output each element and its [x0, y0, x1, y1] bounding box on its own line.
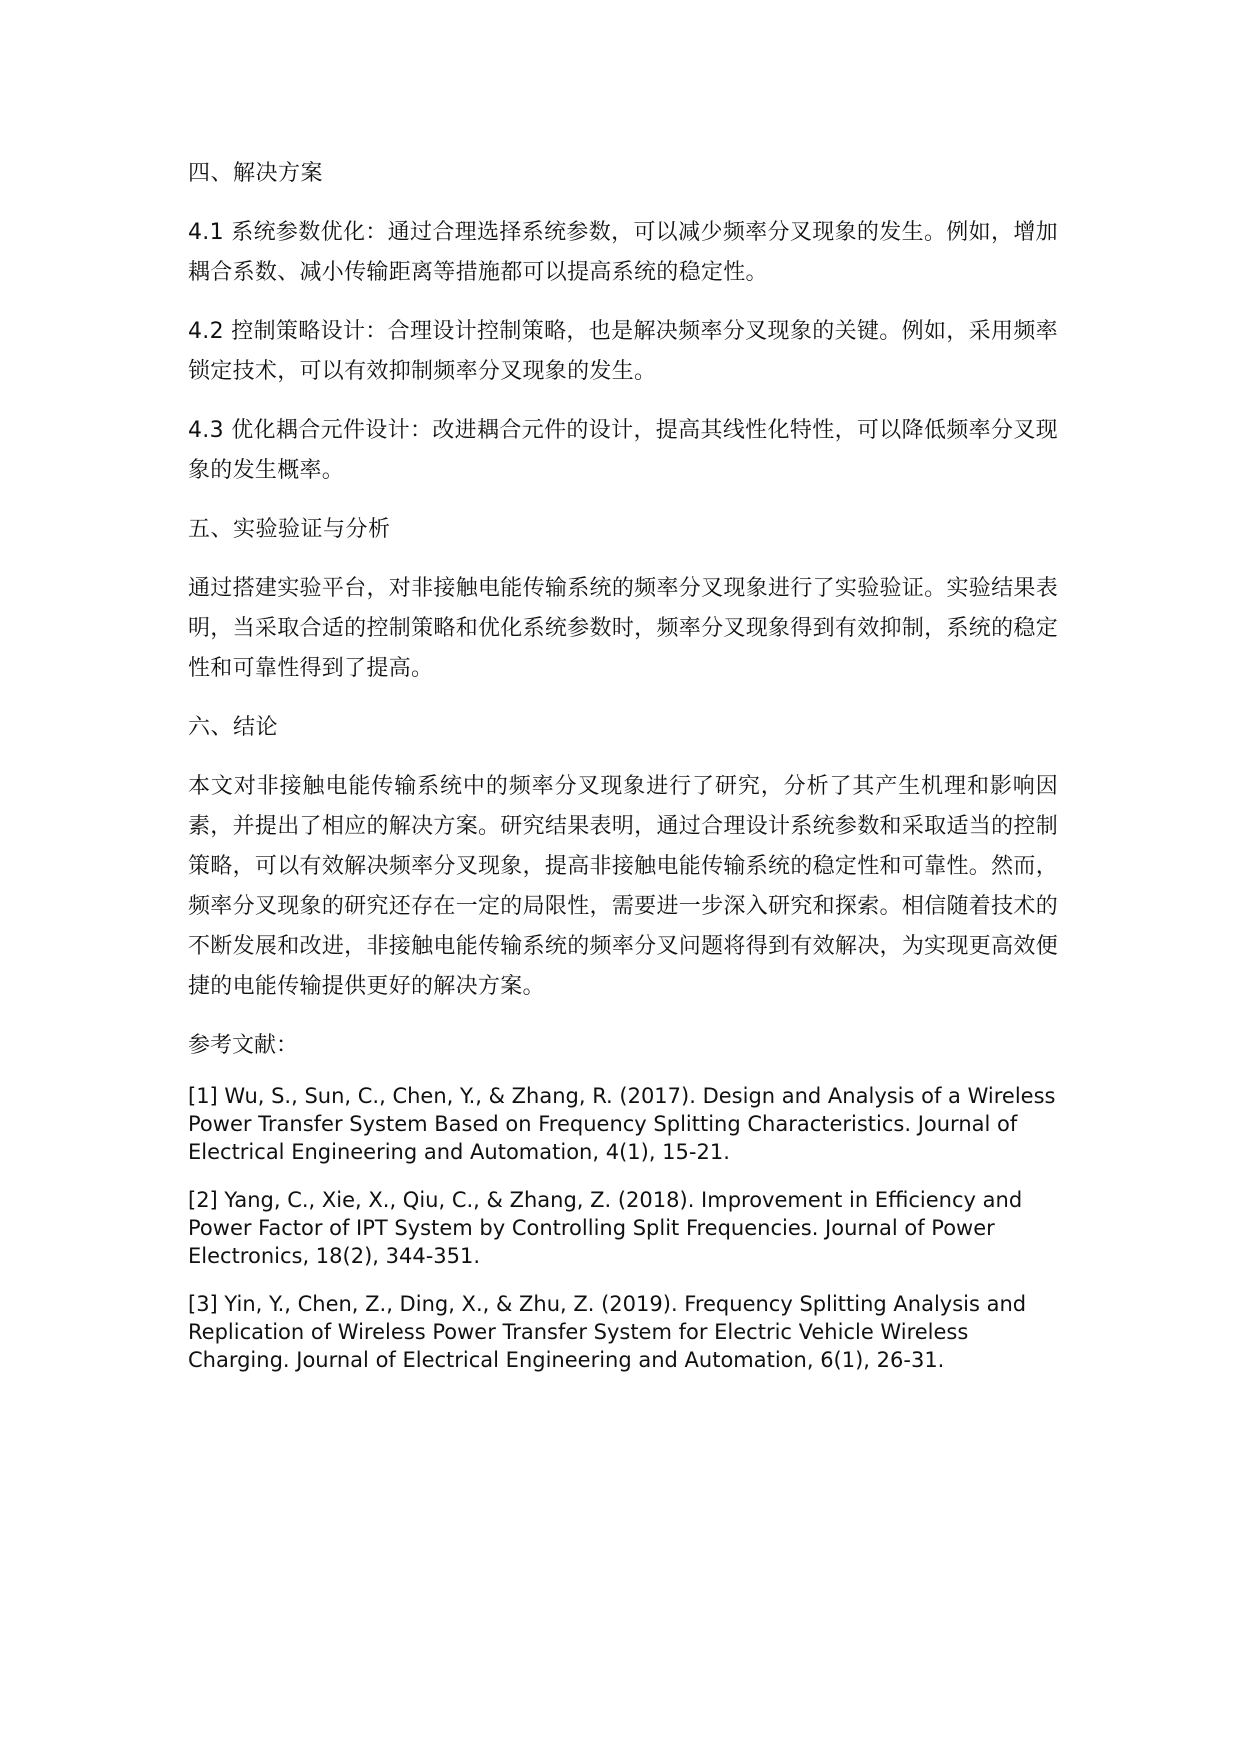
- section-heading-solutions: 四、解决方案: [188, 161, 324, 186]
- reference-item-3: [3] Yin, Y., Chen, Z., Ding, X., & Zhu, Z. (2019). Frequency Splitting Analysis and Replication of Wireless Power Transfer System for Electric Vehicle Wireless Charging. Journal of Electrical Engineering and Automation, 6(1), 26-31.: [188, 1292, 1027, 1372]
- paragraph-conclusion: 本文对非接触电能传输系统中的频率分叉现象进行了研究，分析了其产生机理和影响因素，并提出了相应的解决方案。研究结果表明，通过合理设计系统参数和采取适当的控制策略，可以有效解决频率分叉现象，提高非接触电能传输系统的稳定性和可靠性。然而，频率分叉现象的研究还存在一定的局限性，需要进一步深入研究和探索。相信随着技术的不断发展和改进，非接触电能传输系统的频率分叉问题将得到有效解决，为实现更高效便捷的电能传输提供更好的解决方案。: [188, 774, 1058, 999]
- paragraph-4-1: 4.1 系统参数优化：通过合理选择系统参数，可以减少频率分叉现象的发生。例如，增加耦合系数、减小传输距离等措施都可以提高系统的稳定性。: [188, 220, 1058, 285]
- references-title: 参考文献：: [188, 1033, 299, 1058]
- document-body: [188, 154, 1058, 1394]
- paragraph-4-2: 4.2 控制策略设计：合理设计控制策略，也是解决频率分叉现象的关键。例如，采用频率锁定技术，可以有效抑制频率分叉现象的发生。: [188, 319, 1058, 384]
- section-heading-experiment: 五、实验验证与分析: [188, 517, 391, 542]
- reference-item-2: [2] Yang, C., Xie, X., Qiu, C., & Zhang, Z. (2018). Improvement in Efficiency and Power Factor of IPT System by Controlling Split Frequencies. Journal of Power Electronics, 18(2), 344-351.: [188, 1188, 1023, 1268]
- paragraph-experiment: 通过搭建实验平台，对非接触电能传输系统的频率分叉现象进行了实验验证。实验结果表明，当采取合适的控制策略和优化系统参数时，频率分叉现象得到有效抑制，系统的稳定性和可靠性得到了提高。: [188, 576, 1058, 681]
- paragraph-4-3: 4.3 优化耦合元件设计：改进耦合元件的设计，提高其线性化特性，可以降低频率分叉现象的发生概率。: [188, 418, 1058, 483]
- section-heading-conclusion: 六、结论: [188, 715, 279, 740]
- reference-item-1: [1] Wu, S., Sun, C., Chen, Y., & Zhang, R. (2017). Design and Analysis of a Wireless Power Transfer System Based on Frequency Splitting Characteristics. Journal of Electrical Engineering and Automation, 4(1), 15-21.: [188, 1084, 1056, 1164]
